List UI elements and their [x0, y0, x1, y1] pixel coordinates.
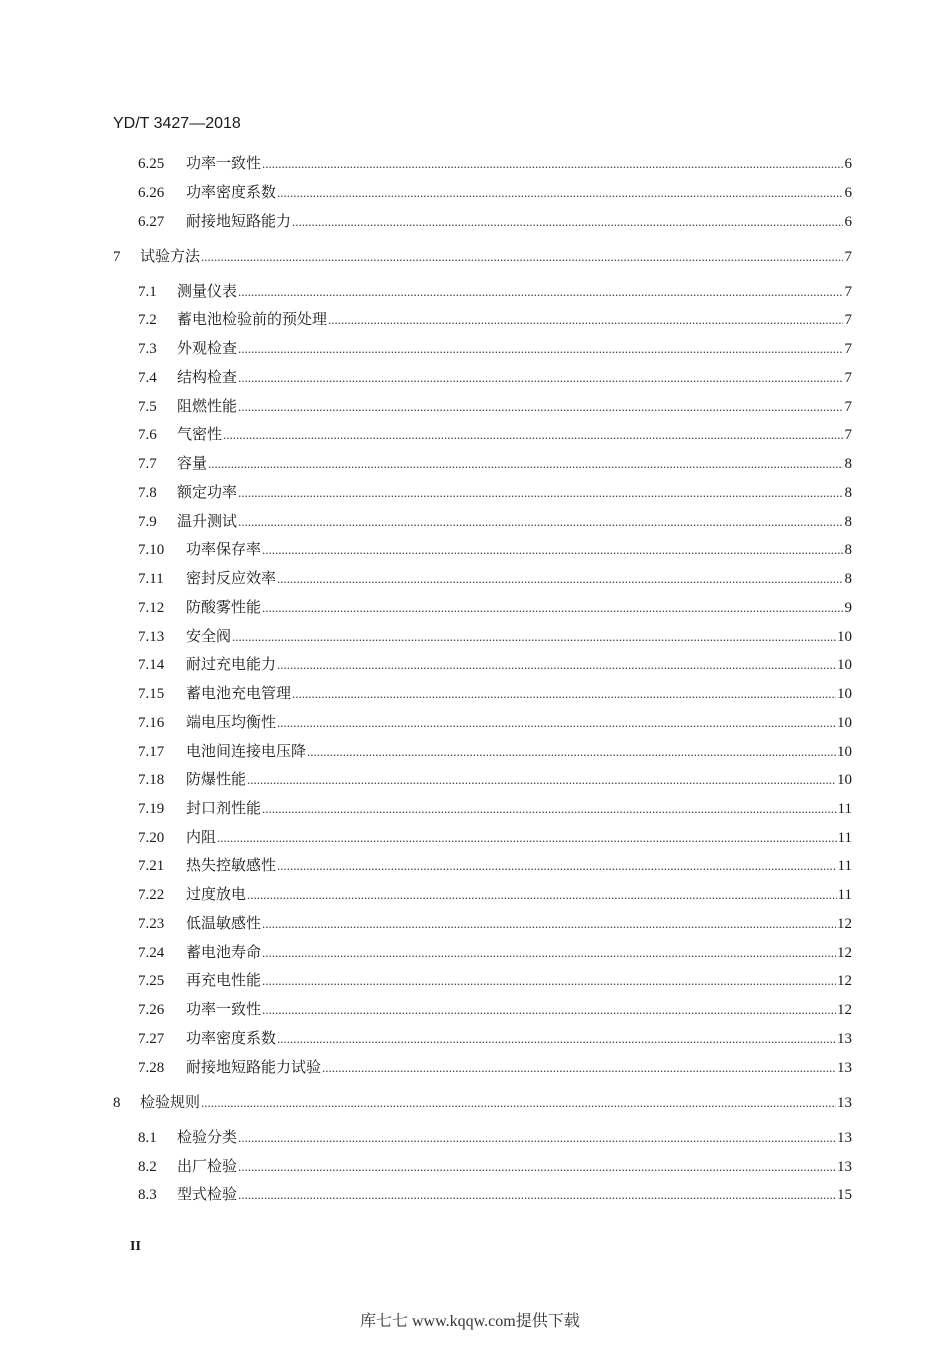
toc-entry-title: 耐接地短路能力试验: [186, 1060, 322, 1076]
toc-entry-number: 7.25: [138, 973, 165, 989]
toc-entry[interactable]: [138, 369, 852, 387]
dot-leader: [328, 311, 843, 329]
toc-entry[interactable]: [138, 743, 852, 761]
toc-entry-number: 7.3: [138, 341, 157, 357]
toc-entry-page: 8: [844, 514, 852, 530]
toc-entry[interactable]: [138, 1158, 852, 1176]
toc-entry-title: 内阻: [186, 830, 217, 846]
dot-leader: [238, 484, 843, 502]
toc-entry-number: 8: [113, 1095, 121, 1111]
toc-entry-page: 7: [844, 284, 852, 300]
toc-entry[interactable]: [138, 771, 852, 789]
dot-leader: [223, 426, 843, 444]
toc-entry[interactable]: [138, 886, 852, 904]
dot-leader: [238, 1158, 836, 1176]
toc-entry-title: 结构检查: [177, 370, 238, 386]
toc-entry-title: 蓄电池检验前的预处理: [177, 312, 328, 328]
toc-entry[interactable]: [138, 944, 852, 962]
toc-entry-title: 封口剂性能: [186, 801, 262, 817]
toc-entry-page: 7: [844, 312, 852, 328]
toc-entry-number: 7.12: [138, 600, 165, 616]
dot-leader: [232, 628, 836, 646]
toc-entry-title: 检验分类: [177, 1130, 238, 1146]
toc-entry-title: 密封反应效率: [186, 571, 277, 587]
toc-entry[interactable]: [138, 599, 852, 617]
dot-leader: [262, 155, 843, 173]
toc-entry-number: 7.17: [138, 744, 165, 760]
toc-entry-number: 8.2: [138, 1159, 157, 1175]
dot-leader: [262, 944, 836, 962]
toc-entry-title: 检验规则: [140, 1095, 201, 1111]
toc-entry-title: 测量仪表: [177, 284, 238, 300]
toc-entry-title: 额定功率: [177, 485, 238, 501]
dot-leader: [217, 829, 837, 847]
toc-entry-number: 7.18: [138, 772, 165, 788]
toc-entry[interactable]: [138, 311, 852, 329]
dot-leader: [238, 513, 843, 531]
dot-leader: [277, 656, 836, 674]
toc-entry[interactable]: [138, 829, 852, 847]
toc-entry-page: 6: [844, 185, 852, 201]
dot-leader: [277, 570, 843, 588]
toc-entry-number: 7.10: [138, 542, 165, 558]
dot-leader: [262, 800, 837, 818]
toc-entry[interactable]: [138, 1059, 852, 1077]
dot-leader: [292, 685, 836, 703]
toc-entry-page: 12: [837, 916, 852, 932]
toc-entry[interactable]: [138, 513, 852, 531]
toc-entry-number: 7.6: [138, 427, 157, 443]
toc-entry-page: 11: [837, 858, 852, 874]
toc-entry[interactable]: [138, 455, 852, 473]
toc-entry-page: 13: [837, 1060, 852, 1076]
toc-entry[interactable]: [138, 184, 852, 202]
toc-entry-title: 试验方法: [140, 249, 201, 265]
toc-entry-number: 7.28: [138, 1060, 165, 1076]
toc-entry-title: 温升测试: [177, 514, 238, 530]
toc-entry-page: 15: [837, 1187, 852, 1203]
dot-leader: [247, 886, 837, 904]
toc-entry-title: 功率一致性: [186, 156, 262, 172]
toc-entry-page: 12: [837, 1002, 852, 1018]
toc-entry-title: 过度放电: [186, 887, 247, 903]
toc-entry-title: 热失控敏感性: [186, 858, 277, 874]
toc-entry-number: 7.13: [138, 629, 165, 645]
toc-entry-title: 端电压均衡性: [186, 715, 277, 731]
toc-entry-page: 13: [837, 1031, 852, 1047]
toc-entry-number: 6.27: [138, 214, 165, 230]
toc-entry-number: 7.4: [138, 370, 157, 386]
toc-entry-number: 7.7: [138, 456, 157, 472]
toc-entry[interactable]: [138, 915, 852, 933]
dot-leader: [238, 283, 843, 301]
toc-entry-page: 10: [837, 686, 852, 702]
toc-entry-page: 13: [837, 1095, 852, 1111]
toc-entry-number: 7.26: [138, 1002, 165, 1018]
toc-entry-page: 10: [837, 657, 852, 673]
toc-entry[interactable]: [138, 857, 852, 875]
toc-entry-page: 10: [837, 772, 852, 788]
toc-entry-title: 功率一致性: [186, 1002, 262, 1018]
toc-entry-page: 13: [837, 1130, 852, 1146]
dot-leader: [238, 369, 843, 387]
toc-entry-title: 出厂检验: [177, 1159, 238, 1175]
toc-entry-title: 气密性: [177, 427, 223, 443]
dot-leader: [201, 248, 843, 266]
dot-leader: [262, 541, 843, 559]
toc-entry-number: 7.27: [138, 1031, 165, 1047]
toc-entry-page: 11: [837, 830, 852, 846]
toc-entry-page: 7: [844, 370, 852, 386]
toc-entry-page: 12: [837, 945, 852, 961]
toc-entry-number: 7.19: [138, 801, 165, 817]
toc-entry-title: 阻燃性能: [177, 399, 238, 415]
dot-leader: [277, 714, 836, 732]
toc-entry-page: 12: [837, 973, 852, 989]
toc-entry[interactable]: [138, 1001, 852, 1019]
toc-entry-title: 功率密度系数: [186, 185, 277, 201]
toc-entry-number: 7.8: [138, 485, 157, 501]
toc-entry-number: 7.15: [138, 686, 165, 702]
toc-entry-number: 6.26: [138, 185, 165, 201]
toc-entry-page: 7: [844, 399, 852, 415]
toc-entry-page: 8: [844, 571, 852, 587]
dot-leader: [322, 1059, 836, 1077]
dot-leader: [238, 398, 843, 416]
dot-leader: [262, 972, 836, 990]
dot-leader: [238, 340, 843, 358]
toc-entry-number: 8.1: [138, 1130, 157, 1146]
dot-leader: [262, 915, 836, 933]
dot-leader: [292, 213, 843, 231]
dot-leader: [262, 1001, 836, 1019]
toc-entry[interactable]: [113, 1094, 852, 1112]
toc-entry[interactable]: [138, 1129, 852, 1147]
document-header: YD/T 3427—2018: [113, 115, 241, 132]
toc-entry-number: 7.14: [138, 657, 165, 673]
dot-leader: [247, 771, 836, 789]
toc-entry-number: 7.22: [138, 887, 165, 903]
toc-entry-page: 10: [837, 629, 852, 645]
dot-leader: [201, 1094, 836, 1112]
toc-entry-page: 6: [844, 156, 852, 172]
toc-entry-number: 7.9: [138, 514, 157, 530]
toc-entry-title: 安全阀: [186, 629, 232, 645]
toc-entry-page: 8: [844, 456, 852, 472]
toc-entry[interactable]: [138, 283, 852, 301]
toc-entry-title: 外观检查: [177, 341, 238, 357]
toc-entry[interactable]: [138, 800, 852, 818]
watermark: 库七七 www.kqqw.com提供下载: [360, 1313, 580, 1330]
toc-entry-page: 10: [837, 715, 852, 731]
toc-entry-title: 蓄电池充电管理: [186, 686, 292, 702]
dot-leader: [238, 1129, 836, 1147]
toc-entry-number: 7: [113, 249, 121, 265]
toc-entry-page: 7: [844, 427, 852, 443]
toc-entry-title: 容量: [177, 456, 208, 472]
toc-entry[interactable]: [138, 541, 852, 559]
toc-entry-page: 9: [844, 600, 852, 616]
toc-entry[interactable]: [138, 656, 852, 674]
toc-entry-title: 功率密度系数: [186, 1031, 277, 1047]
toc-entry-number: 8.3: [138, 1187, 157, 1203]
toc-entry[interactable]: [113, 248, 852, 266]
toc-entry[interactable]: [138, 1030, 852, 1048]
toc-entry-number: 7.23: [138, 916, 165, 932]
toc-entry-page: 13: [837, 1159, 852, 1175]
toc-entry[interactable]: [138, 714, 852, 732]
toc-entry-number: 7.16: [138, 715, 165, 731]
toc-entry[interactable]: [138, 628, 852, 646]
toc-entry-page: 8: [844, 542, 852, 558]
toc-entry-number: 7.1: [138, 284, 157, 300]
toc-entry[interactable]: [138, 213, 852, 231]
toc-entry-page: 7: [844, 249, 852, 265]
toc-entry[interactable]: [138, 398, 852, 416]
toc-entry-title: 低温敏感性: [186, 916, 262, 932]
dot-leader: [307, 743, 836, 761]
dot-leader: [208, 455, 843, 473]
toc-entry-title: 电池间连接电压降: [186, 744, 307, 760]
toc-entry-number: 6.25: [138, 156, 165, 172]
toc-entry[interactable]: [138, 1186, 852, 1204]
toc-entry[interactable]: [138, 972, 852, 990]
toc-entry-title: 型式检验: [177, 1187, 238, 1203]
toc-entry-number: 7.20: [138, 830, 165, 846]
toc-entry-page: 11: [837, 887, 852, 903]
dot-leader: [277, 184, 843, 202]
toc-entry-title: 耐接地短路能力: [186, 214, 292, 230]
toc-entry-title: 蓄电池寿命: [186, 945, 262, 961]
toc-entry-page: 8: [844, 485, 852, 501]
toc-entry-page: 7: [844, 341, 852, 357]
dot-leader: [238, 1186, 836, 1204]
toc-entry-page: 6: [844, 214, 852, 230]
toc-entry-number: 7.5: [138, 399, 157, 415]
page-number: II: [130, 1239, 141, 1254]
dot-leader: [277, 857, 837, 875]
dot-leader: [262, 599, 843, 617]
toc-entry[interactable]: [138, 570, 852, 588]
toc-entry-number: 7.24: [138, 945, 165, 961]
toc-entry-title: 功率保存率: [186, 542, 262, 558]
toc-entry-title: 防爆性能: [186, 772, 247, 788]
toc-entry[interactable]: [138, 155, 852, 173]
toc-entry[interactable]: [138, 340, 852, 358]
dot-leader: [277, 1030, 836, 1048]
toc-entry[interactable]: [138, 426, 852, 444]
toc-entry-title: 耐过充电能力: [186, 657, 277, 673]
toc-entry-title: 再充电性能: [186, 973, 262, 989]
toc-entry-page: 10: [837, 744, 852, 760]
toc-entry[interactable]: [138, 484, 852, 502]
toc-entry-number: 7.11: [138, 571, 164, 587]
toc-entry-number: 7.21: [138, 858, 165, 874]
toc-entry[interactable]: [138, 685, 852, 703]
toc-entry-title: 防酸雾性能: [186, 600, 262, 616]
toc-entry-page: 11: [837, 801, 852, 817]
toc-entry-number: 7.2: [138, 312, 157, 328]
